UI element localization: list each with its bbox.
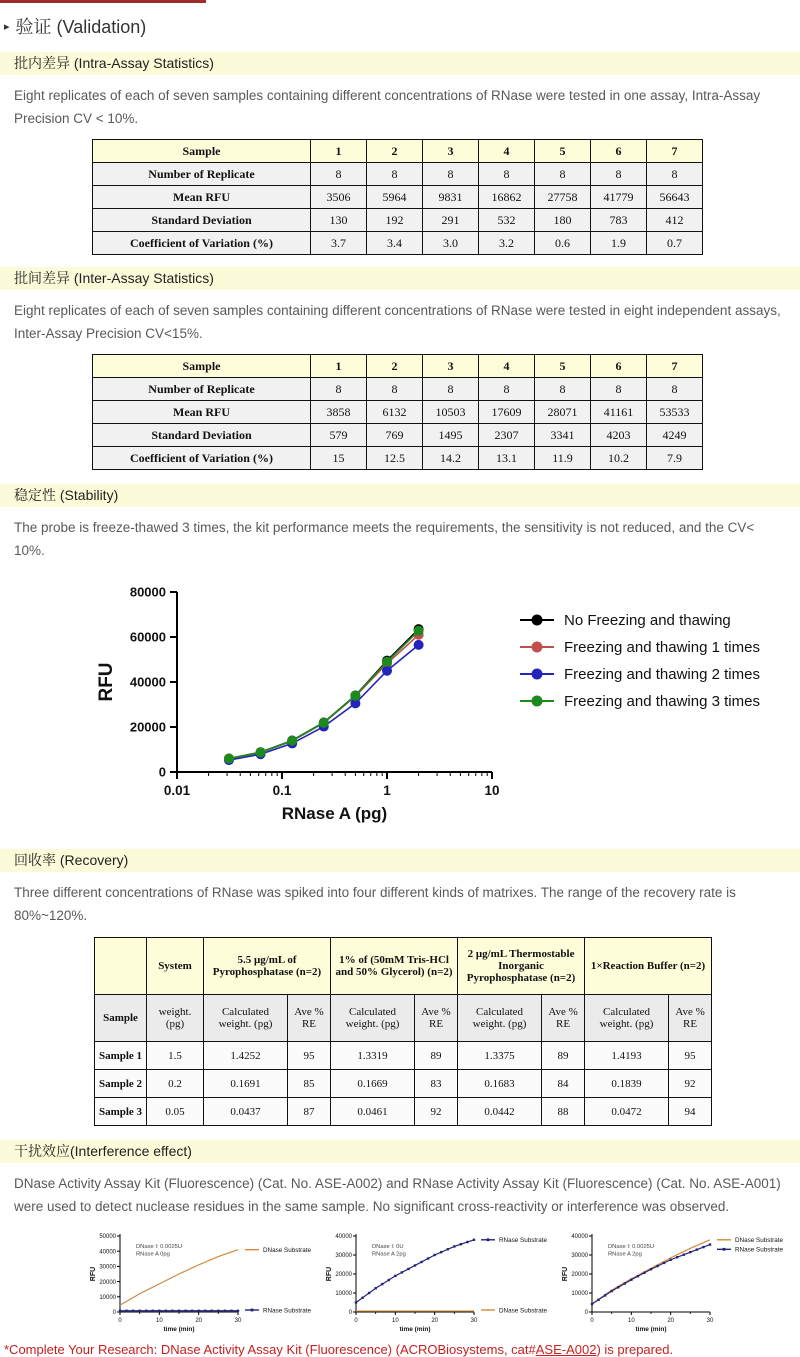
legend-label: Freezing and thawing 3 times: [564, 693, 760, 710]
y-tick-label: 20000: [571, 1272, 588, 1279]
data-point: [610, 1290, 612, 1292]
table-cell: 3506: [311, 186, 367, 209]
data-point: [617, 1286, 619, 1288]
table-row: [95, 1042, 712, 1070]
table-cell: 0.1691: [204, 1070, 288, 1098]
interference-chart-2: [322, 1226, 558, 1338]
data-point: [433, 1254, 435, 1256]
table-cell: 6132: [367, 401, 423, 424]
table-cell: 17609: [479, 401, 535, 424]
table-cell: 8: [423, 163, 479, 186]
data-point: [388, 1279, 390, 1281]
table-header-cell: 7: [647, 140, 703, 163]
interference-chart-1: [86, 1226, 322, 1338]
annotation: RNase A 0pg: [136, 1251, 170, 1258]
table-cell: 8: [423, 378, 479, 401]
x-tick-label: 20: [667, 1318, 675, 1324]
data-point: [604, 1294, 606, 1296]
series-line: [120, 1250, 238, 1305]
table-cell: Mean RFU: [93, 401, 311, 424]
y-tick-label: 50000: [99, 1234, 116, 1241]
table-cell: 0.0472: [585, 1098, 669, 1126]
table-cell: 14.2: [423, 447, 479, 470]
stability-chart-wrap: [82, 574, 800, 837]
footer-note: [4, 1342, 800, 1357]
table-header-cell: 3: [423, 355, 479, 378]
table-row: [93, 186, 703, 209]
table-cell: 769: [367, 424, 423, 447]
table-cell: 8: [591, 163, 647, 186]
table-cell: 11.9: [535, 447, 591, 470]
data-point: [414, 640, 424, 650]
data-point: [643, 1272, 645, 1274]
table-cell: 1.3375: [458, 1042, 542, 1070]
x-tick-label: 0.1: [272, 783, 292, 798]
data-point: [447, 1248, 449, 1250]
table-header-cell: Sample: [93, 140, 311, 163]
table-row: [93, 209, 703, 232]
data-point: [669, 1259, 671, 1261]
table-row: [95, 938, 712, 995]
series-line: [229, 629, 419, 758]
table-cell: 8: [311, 163, 367, 186]
table-cell: 5964: [367, 186, 423, 209]
table-cell: 8: [535, 378, 591, 401]
legend-label: DNase Substrate: [735, 1237, 783, 1245]
table-header-cell: 2 μg/mL Thermostable Inorganic Pyrophosphatase (n=2): [458, 938, 585, 995]
table-cell: 130: [311, 209, 367, 232]
section-heading-interference: 干扰效应(Interference effect): [0, 1140, 800, 1163]
table-cell: 95: [669, 1042, 712, 1070]
table-header-cell: 2: [367, 355, 423, 378]
table-cell: 41161: [591, 401, 647, 424]
interference-chart-3: [558, 1226, 794, 1338]
x-tick-label: 0: [354, 1318, 358, 1324]
inter-assay-table: [92, 354, 703, 470]
table-cell: 192: [367, 209, 423, 232]
data-point: [382, 666, 392, 676]
table-cell: 0.1839: [585, 1070, 669, 1098]
x-tick-label: 30: [706, 1318, 714, 1324]
data-point: [394, 1275, 396, 1277]
data-point: [407, 1268, 409, 1270]
table-cell: 0.1683: [458, 1070, 542, 1098]
table-header-cell: 1×Reaction Buffer (n=2): [585, 938, 712, 995]
table-cell: 579: [311, 424, 367, 447]
data-point: [676, 1256, 678, 1258]
table-header-cell: 6: [591, 355, 647, 378]
table-cell: Standard Deviation: [93, 209, 311, 232]
table-row: [95, 995, 712, 1042]
data-point: [460, 1243, 462, 1245]
x-tick-label: 10: [155, 1318, 163, 1324]
table-cell: 89: [542, 1042, 585, 1070]
table-cell: 8: [647, 378, 703, 401]
table-cell: Calculated weight. (pg): [204, 995, 288, 1042]
y-tick-label: 20000: [129, 719, 166, 735]
table-header-cell: 4: [479, 355, 535, 378]
y-tick-label: 30000: [335, 1253, 352, 1260]
legend-marker: [532, 669, 543, 680]
data-point: [256, 747, 266, 757]
legend-marker: [532, 696, 543, 707]
x-tick-label: 10: [627, 1318, 635, 1324]
data-point: [453, 1245, 455, 1247]
legend-label: No Freezing and thawing: [564, 612, 731, 629]
annotation: RNase A 2pg: [372, 1251, 406, 1258]
footer-catalog-link[interactable]: ASE-A002: [535, 1342, 597, 1357]
table-cell: 7.9: [647, 447, 703, 470]
table-cell: 0.0442: [458, 1098, 542, 1126]
table-cell: Mean RFU: [93, 186, 311, 209]
table-row: [93, 355, 703, 378]
table-row: [93, 232, 703, 255]
section-heading-stability: 稳定性 (Stability): [0, 484, 800, 507]
x-axis-label: time (min): [163, 1326, 195, 1333]
y-tick-label: 40000: [99, 1249, 116, 1256]
table-row: [93, 140, 703, 163]
table-header-cell: 2: [367, 140, 423, 163]
table-row: [93, 163, 703, 186]
table-cell: 8: [311, 378, 367, 401]
y-tick-label: 40000: [571, 1234, 588, 1241]
y-tick-label: 60000: [129, 629, 166, 645]
table-header-cell: 5: [535, 355, 591, 378]
table-cell: Standard Deviation: [93, 424, 311, 447]
y-tick-label: 20000: [335, 1272, 352, 1279]
data-point: [382, 657, 392, 667]
table-header-cell: 3: [423, 140, 479, 163]
top-divider: [0, 0, 206, 3]
data-point: [381, 1283, 383, 1285]
interference-charts-row: [86, 1226, 800, 1338]
data-point: [663, 1262, 665, 1264]
table-cell: 15: [311, 447, 367, 470]
table-cell: 180: [535, 209, 591, 232]
inter-assay-paragraph: Eight replicates of each of seven samples containing different concentrations of RNase were tested in eight independent assays, Inter-Assay Precision CV<15%.: [14, 303, 781, 341]
collapse-triangle-icon[interactable]: ▸: [4, 20, 10, 33]
table-cell: Sample 3: [95, 1098, 147, 1126]
data-point: [689, 1251, 691, 1253]
table-row: [95, 1070, 712, 1098]
data-point: [350, 691, 360, 701]
table-cell: 8: [479, 378, 535, 401]
legend-marker: [723, 1248, 726, 1251]
x-tick-label: 1: [383, 783, 391, 798]
annotation: DNase I: 0U: [372, 1244, 404, 1250]
table-cell: 2307: [479, 424, 535, 447]
table-header-cell: 7: [647, 355, 703, 378]
table-cell: Calculated weight. (pg): [331, 995, 415, 1042]
table-cell: 8: [591, 378, 647, 401]
legend-label: Freezing and thawing 1 times: [564, 639, 760, 656]
data-point: [637, 1275, 639, 1277]
table-cell: 41779: [591, 186, 647, 209]
table-header-cell: 6: [591, 140, 647, 163]
legend-marker: [251, 1309, 254, 1312]
table-cell: 4203: [591, 424, 647, 447]
table-cell: weight. (pg): [147, 995, 204, 1042]
table-cell: 1.9: [591, 232, 647, 255]
table-cell: Coefficient of Variation (%): [93, 232, 311, 255]
table-cell: Ave % RE: [288, 995, 331, 1042]
data-point: [414, 626, 424, 636]
annotation: DNase I: 0.0025U: [608, 1244, 655, 1250]
legend-marker: [532, 615, 543, 626]
interference-paragraph: DNase Activity Assay Kit (Fluorescence) (Cat. No. ASE-A002) and RNase Activity Assay Kit (Fluorescence) (Cat. No. ASE-A001) were used to detect nuclease residues in the same sample. No significant cross-reactivity or interference was observed.: [14, 1176, 781, 1214]
table-row: [93, 378, 703, 401]
x-axis-label: RNase A (pg): [281, 804, 388, 823]
table-header-cell: 1% of (50mM Tris-HCl and 50% Glycerol) (n=2): [331, 938, 458, 995]
y-tick-label: 80000: [129, 584, 166, 600]
y-tick-label: 10000: [99, 1295, 116, 1301]
table-cell: 0.7: [647, 232, 703, 255]
table-header-cell: 5: [535, 140, 591, 163]
table-cell: 94: [669, 1098, 712, 1126]
table-cell: 1495: [423, 424, 479, 447]
table-cell: 9831: [423, 186, 479, 209]
table-cell: 1.5: [147, 1042, 204, 1070]
table-cell: 83: [415, 1070, 458, 1098]
data-point: [355, 1301, 357, 1303]
table-cell: 87: [288, 1098, 331, 1126]
y-tick-label: 20000: [99, 1279, 116, 1286]
table-cell: Sample 2: [95, 1070, 147, 1098]
recovery-paragraph: Three different concentrations of RNase was spiked into four different kinds of matrixes. The range of the recovery rate is 80%~120%.: [14, 885, 736, 923]
table-row: [93, 401, 703, 424]
legend-label: RNase Substrate: [499, 1237, 547, 1245]
table-header-cell: Sample: [93, 355, 311, 378]
table-cell: 56643: [647, 186, 703, 209]
y-tick-label: 0: [158, 764, 166, 780]
table-cell: 3858: [311, 401, 367, 424]
table-header-cell: System: [147, 938, 204, 995]
table-cell: 12.5: [367, 447, 423, 470]
table-cell: 1.4193: [585, 1042, 669, 1070]
data-point: [414, 1264, 416, 1266]
data-point: [656, 1265, 658, 1267]
y-axis-label: RFU: [96, 662, 117, 702]
table-header-cell: 4: [479, 140, 535, 163]
table-cell: Number of Replicate: [93, 163, 311, 186]
table-row: [93, 424, 703, 447]
legend-label: RNase Substrate: [263, 1307, 311, 1315]
intra-assay-table: [92, 139, 703, 255]
table-header-cell: 1: [311, 140, 367, 163]
recovery-table: [94, 937, 712, 1126]
section-heading-intra-assay: 批内差异 (Intra-Assay Statistics): [0, 52, 800, 75]
data-point: [696, 1248, 698, 1250]
table-cell: Coefficient of Variation (%): [93, 447, 311, 470]
table-cell: Ave % RE: [542, 995, 585, 1042]
table-cell: 16862: [479, 186, 535, 209]
table-header-cell: 5.5 μg/mL of Pyrophosphatase (n=2): [204, 938, 331, 995]
table-cell: 3.0: [423, 232, 479, 255]
footer-text-prefix: *Complete Your Research: DNase Activity Assay Kit (Fluorescence) (ACROBiosystems, cat#: [4, 1342, 536, 1357]
y-tick-label: 40000: [335, 1234, 352, 1241]
data-point: [374, 1287, 376, 1289]
section-heading-inter-assay: 批间差异 (Inter-Assay Statistics): [0, 267, 800, 290]
table-cell: 1.3319: [331, 1042, 415, 1070]
legend-label: RNase Substrate: [735, 1246, 783, 1254]
table-cell: 27758: [535, 186, 591, 209]
series-line: [229, 635, 419, 759]
legend-label: Freezing and thawing 2 times: [564, 666, 760, 683]
data-point: [683, 1253, 685, 1255]
y-axis-label: RFU: [90, 1266, 97, 1282]
table-cell: 8: [367, 378, 423, 401]
table-cell: 783: [591, 209, 647, 232]
table-cell: Ave % RE: [669, 995, 712, 1042]
y-tick-label: 30000: [571, 1253, 588, 1260]
data-point: [401, 1271, 403, 1273]
data-point: [319, 718, 329, 728]
data-point: [473, 1239, 475, 1241]
x-axis-label: time (min): [399, 1326, 431, 1333]
table-cell: Ave % RE: [415, 995, 458, 1042]
data-point: [440, 1251, 442, 1253]
table-cell: 10.2: [591, 447, 647, 470]
y-tick-label: 0: [112, 1310, 116, 1317]
table-cell: 0.1669: [331, 1070, 415, 1098]
table-cell: 0.0437: [204, 1098, 288, 1126]
table-cell: 291: [423, 209, 479, 232]
table-cell: 8: [535, 163, 591, 186]
table-cell: Calculated weight. (pg): [458, 995, 542, 1042]
table-cell: 95: [288, 1042, 331, 1070]
x-axis-label: time (min): [635, 1326, 667, 1333]
data-point: [287, 736, 297, 746]
table-cell: 532: [479, 209, 535, 232]
y-tick-label: 40000: [129, 674, 166, 690]
legend-label: DNase Substrate: [263, 1247, 311, 1255]
y-axis-label: RFU: [562, 1266, 569, 1282]
table-cell: 13.1: [479, 447, 535, 470]
data-point: [650, 1268, 652, 1270]
table-cell: 10503: [423, 401, 479, 424]
table-cell: 85: [288, 1070, 331, 1098]
table-cell: Number of Replicate: [93, 378, 311, 401]
table-row: [93, 447, 703, 470]
table-cell: 92: [415, 1098, 458, 1126]
data-point: [709, 1243, 711, 1245]
table-cell: Sample: [95, 995, 147, 1042]
x-tick-label: 0.01: [163, 783, 191, 798]
x-tick-label: 10: [484, 783, 500, 798]
y-tick-label: 0: [348, 1310, 352, 1317]
y-tick-label: 10000: [571, 1291, 588, 1298]
x-tick-label: 20: [195, 1318, 203, 1324]
annotation: RNase A 2pg: [608, 1251, 642, 1258]
table-cell: 92: [669, 1070, 712, 1098]
data-point: [591, 1303, 593, 1305]
data-point: [630, 1279, 632, 1281]
data-point: [624, 1282, 626, 1284]
data-point: [368, 1292, 370, 1294]
x-tick-label: 30: [234, 1318, 242, 1324]
stability-chart: [82, 574, 782, 832]
footer-text-suffix: ) is prepared.: [596, 1342, 674, 1357]
table-cell: 3.4: [367, 232, 423, 255]
page-title-row: [4, 13, 800, 39]
table-cell: 8: [647, 163, 703, 186]
table-cell: 3.7: [311, 232, 367, 255]
table-header-cell: 1: [311, 355, 367, 378]
table-row: [95, 1098, 712, 1126]
legend-label: DNase Substrate: [499, 1307, 547, 1315]
x-tick-label: 0: [118, 1318, 122, 1324]
table-cell: Calculated weight. (pg): [585, 995, 669, 1042]
page-title: 验证 (Validation): [15, 17, 147, 37]
intra-assay-paragraph: Eight replicates of each of seven samples containing different concentrations of RNase were tested in one assay, Intra-Assay Precision CV < 10%.: [14, 88, 761, 126]
section-heading-recovery: 回收率 (Recovery): [0, 849, 800, 872]
data-point: [361, 1297, 363, 1299]
table-cell: 3.2: [479, 232, 535, 255]
table-cell: Sample 1: [95, 1042, 147, 1070]
table-cell: 412: [647, 209, 703, 232]
data-point: [466, 1241, 468, 1243]
table-cell: 28071: [535, 401, 591, 424]
x-tick-label: 20: [431, 1318, 439, 1324]
x-tick-label: 0: [590, 1318, 594, 1324]
x-tick-label: 30: [470, 1318, 478, 1324]
data-point: [224, 754, 234, 764]
series-line: [229, 631, 419, 759]
table-cell: 84: [542, 1070, 585, 1098]
table-cell: 89: [415, 1042, 458, 1070]
annotation: DNase I: 0.0025U: [136, 1244, 183, 1250]
table-cell: 4249: [647, 424, 703, 447]
table-cell: 0.6: [535, 232, 591, 255]
table-cell: 0.0461: [331, 1098, 415, 1126]
y-tick-label: 10000: [335, 1291, 352, 1298]
table-cell: 0.2: [147, 1070, 204, 1098]
table-cell: 1.4252: [204, 1042, 288, 1070]
y-tick-label: 0: [584, 1310, 588, 1317]
data-point: [427, 1257, 429, 1259]
table-cell: 8: [367, 163, 423, 186]
legend-marker: [532, 642, 543, 653]
data-point: [702, 1246, 704, 1248]
legend-marker: [487, 1238, 490, 1241]
data-point: [597, 1299, 599, 1301]
table-cell: 0.05: [147, 1098, 204, 1126]
table-cell: 53533: [647, 401, 703, 424]
table-cell: 88: [542, 1098, 585, 1126]
y-tick-label: 30000: [99, 1264, 116, 1271]
table-cell: 8: [479, 163, 535, 186]
y-axis-label: RFU: [326, 1266, 333, 1282]
table-header-cell: [95, 938, 147, 995]
x-tick-label: 10: [391, 1318, 399, 1324]
data-point: [420, 1261, 422, 1263]
stability-paragraph: The probe is freeze-thawed 3 times, the kit performance meets the requirements, the sensitivity is not reduced, and the CV< 10%.: [14, 520, 755, 558]
table-cell: 3341: [535, 424, 591, 447]
